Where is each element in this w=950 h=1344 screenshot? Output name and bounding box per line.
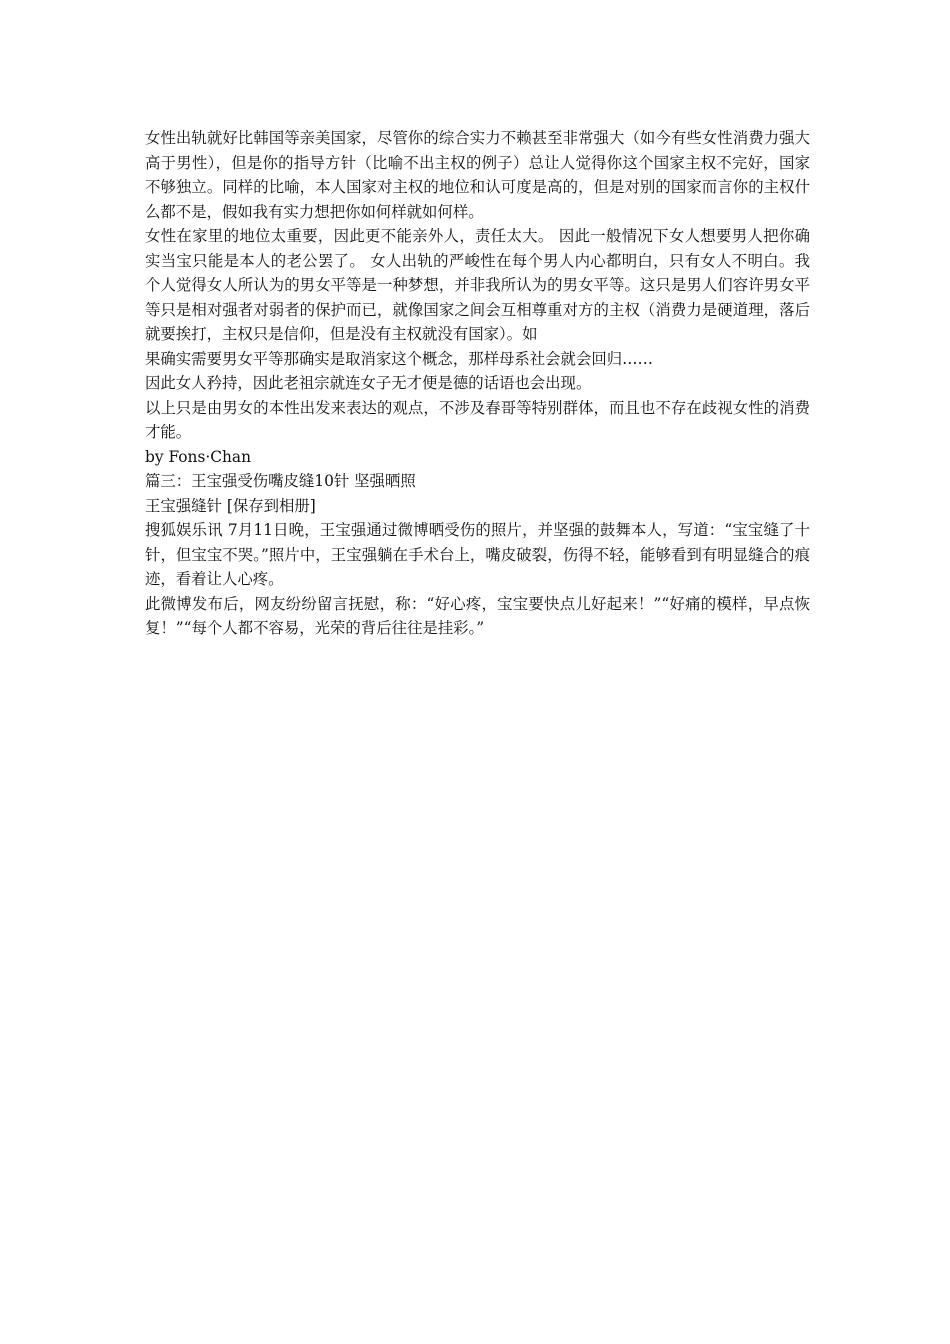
byline: by Fons·Chan — [145, 447, 252, 466]
paragraph-6: 搜狐娱乐讯 7月11日晚，王宝强通过微博晒受伤的照片，并坚强的鼓舞本人，写道：“宝宝缝了十针，但宝宝不哭。”照片中，王宝强躺在手术台上，嘴皮破裂，伤得不轻，能够看到有明显缝合的痕迹，看着让人心疼。 — [145, 521, 810, 588]
document-body — [145, 126, 810, 641]
photo-caption: 王宝强缝针 [保存到相册] — [145, 496, 316, 515]
paragraph-7: 此微博发布后，网友纷纷留言抚慰，称：“好心疼，宝宝要快点儿好起来！”“好痛的模样，早点恢复！”“每个人都不容易，光荣的背后往往是挂彩。” — [145, 594, 810, 637]
paragraph-1: 女性出轨就好比韩国等亲美国家，尽管你的综合实力不赖甚至非常强大（如今有些女性消费力强大高于男性），但是你的指导方针（比喻不出主权的例子）总让人觉得你这个国家主权不完好，国家不够独立。同样的比喻，本人国家对主权的地位和认可度是高的，但是对别的国家而言你的主权什么都不是，假如我有实力想把你如何样就如何样。 — [145, 129, 810, 221]
section-title: 篇三：王宝强受伤嘴皮缝10针 坚强晒照 — [145, 472, 416, 490]
paragraph-3: 果确实需要男女平等那确实是取消家这个概念，那样母系社会就会回归…… — [145, 349, 653, 368]
paragraph-5: 以上只是由男女的本性出发来表达的观点，不涉及春哥等特别群体，而且也不存在歧视女性的消费才能。 — [145, 398, 810, 441]
paragraph-2: 女性在家里的地位太重要，因此更不能亲外人，责任太大。 因此一般情况下女人想要男人把你确实当宝只能是本人的老公罢了。 女人出轨的严峻性在每个男人内心都明白，只有女人不明白。我个人觉得女人所认为的男女平等是一种梦想，并非我所认为的男女平等。这只是男人们容许男女平等只是相对强者对弱者的保护而已，就像国家之间会互相尊重对方的主权（消费力是硬道理，落后就要挨打，主权只是信仰，但是没有主权就没有国家）。如 — [145, 227, 810, 343]
paragraph-4: 因此女人矜持，因此老祖宗就连女子无才便是德的话语也会出现。 — [145, 374, 592, 392]
